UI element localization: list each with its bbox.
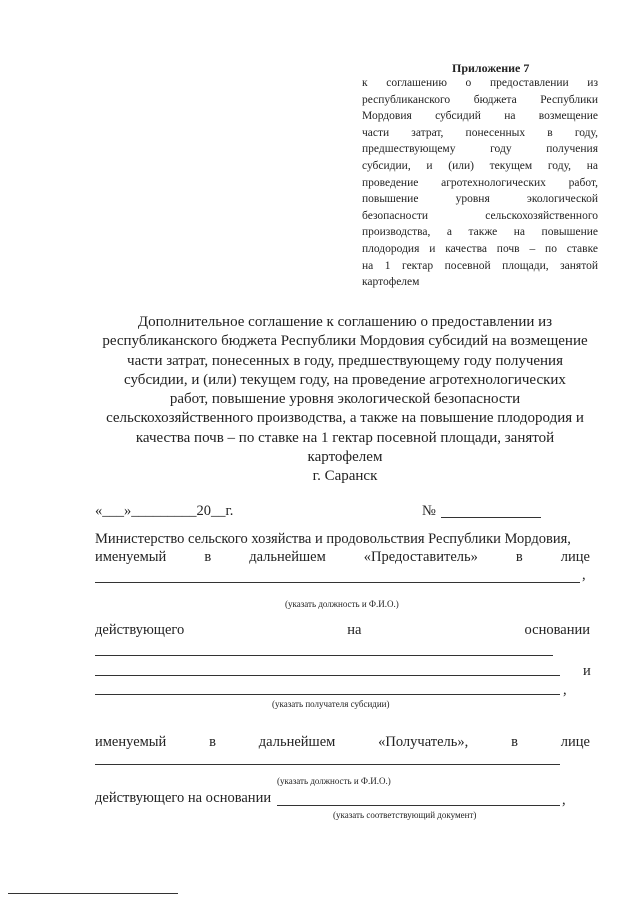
word: в bbox=[511, 734, 518, 750]
appendix-line: проведение агротехнологических работ, bbox=[362, 176, 598, 189]
hint-recipient: (указать получателя субсидии) bbox=[272, 699, 390, 709]
appendix-line: производства, а также на повышение bbox=[362, 226, 598, 239]
word: именуемый bbox=[95, 734, 167, 750]
word: дальнейшем bbox=[249, 549, 326, 565]
hint-position2: (указать должность и Ф.И.О.) bbox=[277, 776, 391, 786]
word: лице bbox=[560, 549, 590, 565]
appendix-line: предшествующему году получения bbox=[362, 143, 598, 156]
appendix-text bbox=[362, 75, 598, 291]
document-title bbox=[90, 313, 600, 487]
appendix-line: картофелем bbox=[362, 276, 420, 289]
named-provider-line bbox=[95, 549, 590, 566]
named-recipient-line bbox=[95, 734, 590, 751]
number-label: № bbox=[422, 503, 436, 519]
hint-document: (указать соответствующий документ) bbox=[333, 810, 477, 820]
word: «Предоставитель» bbox=[363, 549, 478, 565]
word: на bbox=[347, 622, 362, 638]
acting-basis-line bbox=[95, 622, 590, 639]
word: именуемый bbox=[95, 549, 167, 565]
title-line: республиканского бюджета Республики Мордовия субсидий на возмещение bbox=[102, 333, 588, 350]
word: «Получатель», bbox=[378, 734, 469, 750]
title-line: сельскохозяйственного производства, а также на повышение плодородия и bbox=[106, 410, 584, 427]
provider-official-field bbox=[95, 582, 580, 583]
word: основании bbox=[524, 622, 590, 638]
hint-position: (указать должность и Ф.И.О.) bbox=[285, 599, 399, 609]
city: г. Саранск bbox=[312, 468, 378, 485]
comma: , bbox=[563, 682, 567, 698]
appendix-line: республиканского бюджета Республики bbox=[362, 93, 598, 106]
ministry-text: Министерство сельского хозяйства и продовольствия Республики Мордовия, bbox=[95, 531, 571, 547]
word: лице bbox=[560, 734, 590, 750]
appendix-line: к соглашению о предоставлении из bbox=[362, 77, 598, 89]
recipient-official-field bbox=[95, 764, 560, 765]
appendix-line: Мордовия субсидий на возмещение bbox=[362, 110, 598, 123]
number-field bbox=[441, 517, 541, 518]
basis-field-1 bbox=[95, 655, 553, 656]
comma: , bbox=[582, 567, 586, 583]
title-line: картофелем bbox=[307, 449, 383, 466]
word: дальнейшем bbox=[258, 734, 336, 750]
title-line: субсидии, и (или) текущем году, на проведение агротехнологических bbox=[124, 371, 566, 388]
title-line: Дополнительное соглашение к соглашению о предоставлении из bbox=[137, 314, 553, 330]
word: в bbox=[209, 734, 216, 750]
title-line: части затрат, понесенных в году, предшествующему году получения bbox=[127, 352, 563, 369]
word: в bbox=[515, 549, 523, 565]
word: действующего bbox=[95, 622, 185, 638]
comma: , bbox=[562, 792, 566, 808]
appendix-title: Приложение 7 bbox=[452, 61, 530, 75]
word: в bbox=[204, 549, 212, 565]
appendix-line: субсидии, и (или) текущем году, на bbox=[362, 159, 598, 172]
acting-basis-text: действующего на основании bbox=[95, 790, 272, 806]
and-word: и bbox=[583, 663, 591, 679]
footnote-separator bbox=[8, 893, 178, 894]
title-line: качества почв – по ставке на 1 гектар посевной площади, занятой bbox=[135, 429, 555, 446]
date-field: «___»_________20__г. bbox=[95, 503, 234, 519]
appendix-line: повышение уровня экологической bbox=[362, 193, 598, 206]
appendix-line: части затрат, понесенных в году, bbox=[362, 126, 598, 139]
appendix-line: плодородия и качества почв – по ставке bbox=[362, 242, 598, 255]
appendix-line: на 1 гектар посевной площади, занятой bbox=[362, 259, 598, 272]
basis-field-2 bbox=[95, 675, 560, 676]
recipient-field bbox=[95, 694, 560, 695]
document-field bbox=[277, 805, 560, 806]
appendix-line: безопасности сельскохозяйственного bbox=[362, 209, 598, 222]
title-line: работ, повышение уровня экологической безопасности bbox=[169, 391, 521, 408]
